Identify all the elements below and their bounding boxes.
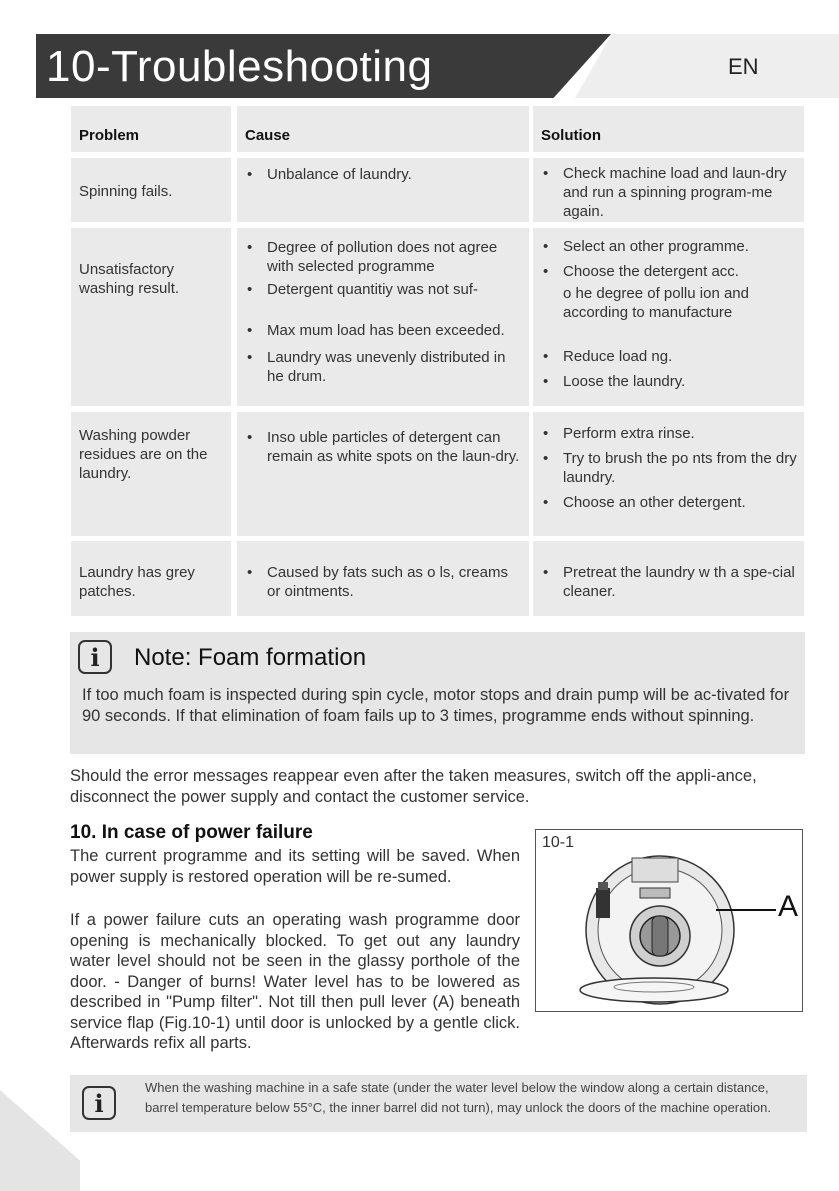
- solution-item: • Reduce load ng.: [541, 347, 800, 366]
- problem-text: Laundry has grey patches.: [79, 564, 195, 600]
- header-cause: Cause: [237, 106, 529, 152]
- table-row-2-cause: [237, 228, 529, 406]
- cause-item: • Laundry was unevenly distributed in he drum.: [245, 348, 525, 386]
- cause-item: • Unbalance of laundry.: [245, 165, 525, 184]
- section-paragraph-1: The current programme and its setting will be saved. When power supply is restored operation will be re-sumed.: [70, 847, 520, 886]
- solution-item: • Choose an other detergent.: [541, 493, 800, 512]
- title-banner-accent: [575, 34, 839, 98]
- table-row-1-solution: [533, 158, 804, 222]
- error-message-paragraph: Should the error messages reappear even after the taken measures, switch off the appli-ance, disconnect the power supply and contact the customer service.: [70, 767, 757, 806]
- info-icon: i: [78, 640, 112, 674]
- table-row-3-cause: [237, 412, 529, 536]
- info-icon: i: [82, 1086, 116, 1120]
- table-row-1-cause: [237, 158, 529, 222]
- figure-10-1: [535, 829, 803, 1012]
- solution-item: • Loose the laundry.: [541, 372, 800, 391]
- language-label: EN: [728, 54, 759, 79]
- solution-item: • Pretreat the laundry w th a spe-cial cleaner.: [541, 563, 800, 601]
- solution-item: • Select an other programme.: [541, 237, 800, 256]
- table-row-2-solution: [533, 228, 804, 406]
- cause-item: • Caused by fats such as o ls, creams or ointments.: [245, 563, 525, 601]
- problem-text: Unsatisfactory washing result.: [79, 261, 180, 297]
- note-body: If too much foam is inspected during spin cycle, motor stops and drain pump will be ac-tivated for 90 seconds. If that elimination of foam fails up to 3 times, programme ends without spinning.: [82, 686, 790, 725]
- page-title: 10-Troubleshooting: [46, 42, 433, 91]
- solution-item: • Try to brush the po nts from the dry laundry.: [541, 449, 800, 487]
- figure-callout-a: A: [778, 890, 799, 923]
- solution-item: • Choose the detergent acc.: [541, 262, 800, 281]
- section-paragraph-2: If a power failure cuts an operating wash programme door opening is mechanically blocked. To get out any laundry water level should not be seen in the glassy porthole of the door. - Danger of burns! Water level has to be lowered as described in "Pump filter". Not till then pull lever (A) beneath service flap (Fig.10-1) until door is unlocked by a gentle click. Afterwards refix all parts.: [70, 911, 520, 1052]
- table-row-4-problem: [71, 541, 231, 616]
- figure-label: 10-1: [542, 834, 575, 851]
- cause-item: • Inso uble particles of detergent can remain as white spots on the laun-dry.: [245, 428, 525, 466]
- note-safe-state: [70, 1075, 807, 1132]
- cause-item: • Degree of pollution does not agree with selected programme: [245, 238, 525, 276]
- note2-text: When the washing machine in a safe state (under the water level below the window along a certain distance, barrel temperature below 55°C, the inner barrel did not turn), may unlock the doors of the machine operation.: [145, 1080, 771, 1115]
- cause-item: • Detergent quantitiy was not suf-: [245, 280, 525, 299]
- table-row-2-problem: [71, 228, 231, 406]
- solution-item: • Check machine load and laun-dry and run a spinning program-me again.: [541, 164, 800, 221]
- header-problem: Problem: [71, 106, 231, 152]
- table-row-4-solution: [533, 541, 804, 616]
- table-row-4-cause: [237, 541, 529, 616]
- section-title: 10. In case of power failure: [70, 822, 313, 843]
- cause-item: • Max mum load has been exceeded.: [245, 321, 525, 340]
- table-row-3-problem: [71, 412, 231, 536]
- problem-text: Washing powder residues are on the laundry.: [79, 427, 208, 482]
- note-foam-formation: [70, 632, 805, 754]
- header-solution: Solution: [533, 106, 804, 152]
- table-row-3-solution: [533, 412, 804, 536]
- solution-continuation: o he degree of pollu ion and according to manufacture: [563, 285, 749, 321]
- solution-item: • Perform extra rinse.: [541, 424, 800, 443]
- washing-machine-door-illustration: [536, 830, 802, 1011]
- problem-text: Spinning fails.: [79, 183, 173, 200]
- page-corner-decoration: [0, 1090, 80, 1191]
- table-row-1-problem: [71, 158, 231, 222]
- note-title: Note: Foam formation: [134, 644, 367, 671]
